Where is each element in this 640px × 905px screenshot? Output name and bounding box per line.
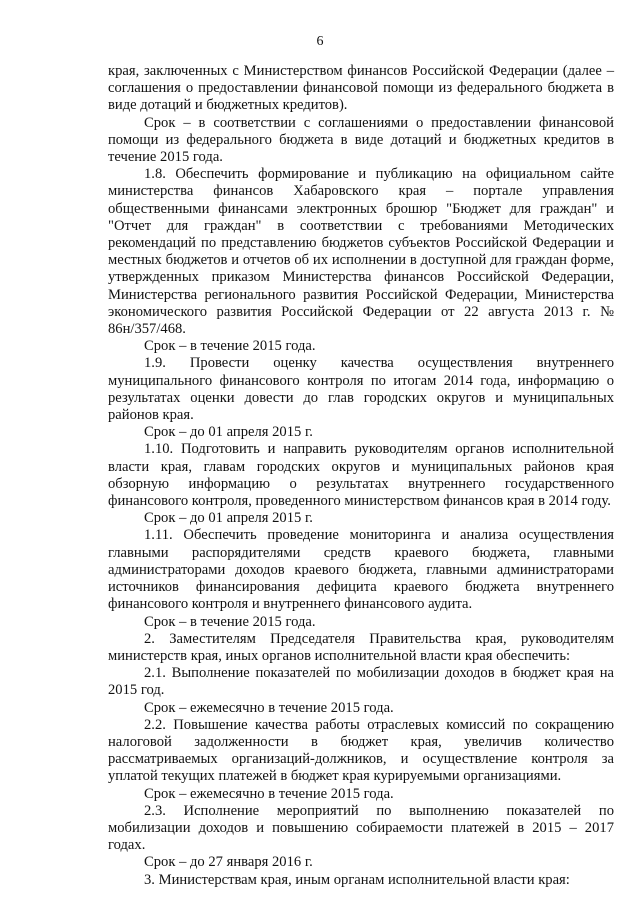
item-1-11-paragraph: 1.11. Обеспечить проведение мониторинга и анализа осуществления главными распорядителями средств краевого бюджета, главными администраторами доходов краевого бюджета, главными администраторами источников финансирования дефицита краевого бюджета внутреннего финансового контроля и внутреннего финансового аудита.: [108, 527, 614, 613]
item-1-8-paragraph: 1.8. Обеспечить формирование и публикацию на официальном сайте министерства финансов Хабаровского края – портале управления общественными финансами электронных брошюр "Бюджет для граждан" и "Отчет для граждан" в соответствии с требованиями Методических рекомендаций по представлению бюджетов субъектов Российской Федерации и местных бюджетов и отчетов об их исполнении в доступной для граждан форме, утвержденных приказом Министерства финансов Российской Федерации, Министерства регионального развития Российской Федерации, Министерства экономического развития Российской Федерации от 22 августа 2013 г. № 86н/357/468.: [108, 166, 614, 338]
item-2-1-paragraph: 2.1. Выполнение показателей по мобилизации доходов в бюджет края на 2015 год.: [108, 665, 614, 699]
item-2-2-paragraph: 2.2. Повышение качества работы отраслевых комиссий по сокращению налоговой задолженности в бюджет края, увеличив количество рассматриваемых организаций-должников, и осуществление контроля за уплатой текущих платежей в бюджет края курируемыми организациями.: [108, 716, 614, 785]
deadline-paragraph: Срок – ежемесячно в течение 2015 года.: [144, 699, 394, 716]
document-body: [108, 63, 614, 889]
item-1-9-paragraph: 1.9. Провести оценку качества осуществления внутреннего муниципального финансового контроля по итогам 2014 года, информацию о результатах оценки довести до глав городских округов и муниципальных районов края.: [108, 355, 614, 424]
deadline-paragraph: Срок – ежемесячно в течение 2015 года.: [144, 785, 394, 802]
paragraph-continuation: края, заключенных с Министерством финансов Российской Федерации (далее – соглашения о предоставлении финансовой помощи из федерального бюджета в виде дотаций и бюджетных кредитов).: [108, 63, 614, 114]
deadline-paragraph: Срок – в течение 2015 года.: [144, 613, 316, 630]
item-2-paragraph: 2. Заместителям Председателя Правительства края, руководителям министерств края, иных органов исполнительной власти края обеспечить:: [108, 630, 614, 664]
deadline-paragraph: Срок – до 01 апреля 2015 г.: [144, 424, 313, 441]
deadline-paragraph: Срок – до 01 апреля 2015 г.: [144, 510, 313, 527]
item-1-10-paragraph: 1.10. Подготовить и направить руководителям органов исполнительной власти края, главам городских округов и муниципальных районов края обзорную информацию о результатах внутреннего государственного финансового контроля, проведенного министерством финансов края в 2014 году.: [108, 441, 614, 510]
item-2-3-paragraph: 2.3. Исполнение мероприятий по выполнению показателей по мобилизации доходов и повышению собираемости платежей в 2015 – 2017 годах.: [108, 802, 614, 854]
deadline-paragraph: Срок – до 27 января 2016 г.: [144, 854, 313, 871]
deadline-paragraph: Срок – в течение 2015 года.: [144, 338, 316, 355]
page-number: 6: [316, 34, 324, 49]
deadline-paragraph: Срок – в соответствии с соглашениями о предоставлении финансовой помощи из федерального бюджета в виде дотаций и бюджетных кредитов в течение 2015 года.: [108, 114, 614, 166]
item-3-paragraph: 3. Министерствам края, иным органам исполнительной власти края:: [144, 871, 570, 888]
